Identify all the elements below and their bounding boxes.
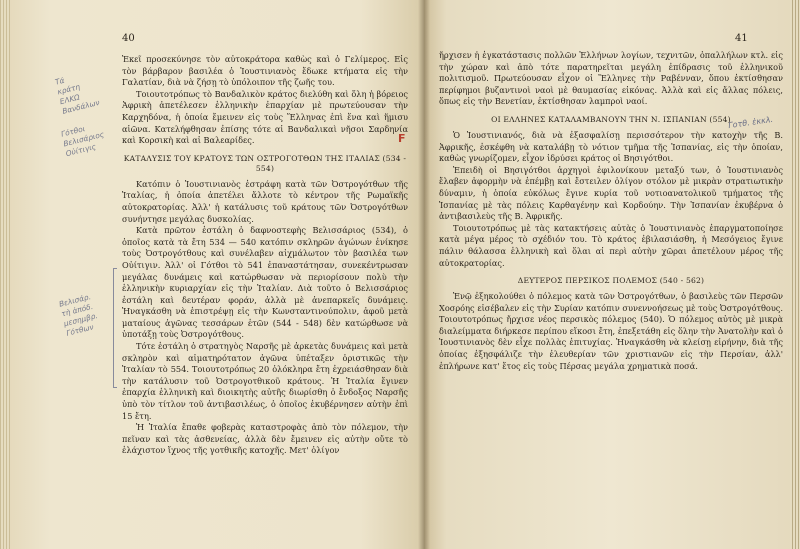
paragraph: Κατόπιν ὁ Ἰουστινιανὸς ἐστράφη κατὰ τῶν Ὀστρογότθων τῆς Ἰταλίας, ἡ ὁποία ἀπετέλει ἄλλοτε τὸ κέντρον τῆς Ρωμαϊκῆς αὐτοκρατορίας. Ἀλλ' ἡ κατάλυσις τοῦ κράτους τῶν Ὀστρογότθων συνήντησε μεγάλας δυσκολίας. — [122, 178, 408, 224]
paragraph: Τοιουτοτρόπως μὲ τὰς κατακτήσεις αὐτὰς ὁ Ἰουστινιανὸς ἐπαργματοποίησε κατὰ μέγα μέρος τὸ σχέδιόν του. Τὸ κράτος ἐβιλασιάσθη, ἡ Μεσόγειος ἔγινε πάλιν θάλασσα ἑλληνικὴ καὶ ὅλαι αἱ περὶ αὐτὴν χῶραι ἀπετέλουν μέρος τῆς αὐτοκρατορίας. — [439, 222, 783, 268]
paragraph: Κατὰ πρῶτον ἐστάλη ὁ δαφνοστεφὴς Βελισσάριος (534), ὁ ὁποῖος κατὰ τὰ ἔτη 534 — 540 κατόπιν σκληρῶν ἀγώνων ἐνίκησε τοὺς Ὀστρογότθους καὶ συνέλαβεν αἰχμάλωτον τὸν βασιλέα των Οὐίτιγιν. Ἀλλ' οἱ Γότθοι τὸ 541 ἐπαναστάτησαν, συνεκέντρωσαν μεγάλας δυνάμεις καὶ κατώρθωσαν νὰ περιορίσουν πολὺ τὴν ἑλληνικὴν κυριαρχίαν εἰς τὴν Ἰταλίαν. Διὰ τοῦτο ὁ Βελισσάριος ἐστάλη καὶ δευτέραν φοράν, ἀλλὰ μὲ ἀνεπαρκεῖς δυνάμεις. Ἠναγκάσθη νὰ ἐπιστρέψῃ εἰς τὴν Κωνσταντινούπολιν, ἀφοῦ μετὰ ματαίους ἀγῶνας τεσσάρων ἐτῶν (544 - 548) δὲν κατώρθωσε νὰ ὑποτάξῃ τοὺς Ὀστρογότθους. — [122, 225, 408, 340]
section-heading: ΟΙ ΕΛΛΗΝΕΣ ΚΑΤΑΛΑΜΒΑΝΟΥΝ ΤΗΝ Ν. ΙΣΠΑΝΙΑΝ (554) — [491, 114, 731, 124]
handwritten-annotation: Γοτθ. ἐκκλ. — [727, 114, 774, 131]
paragraph: Ἐκεῖ προσεκύνησε τὸν αὐτοκράτορα καθὼς καὶ ὁ Γελίμερος. Εἰς τὸν βάρβαρον βασιλέα ὁ Ἰουστινιανὸς ἔδωκε κτήματα εἰς τὴν Γαλατίαν, διὰ νὰ ζήσῃ τὸ ὑπόλοιπον τῆς ζωῆς του. — [122, 54, 408, 88]
page-number-right: 41 — [735, 33, 748, 44]
page-number-left: 40 — [122, 33, 135, 44]
handwritten-margin-note: Βελισάρ. τὴ ἀπόδ. μεσημβρ. Γότθων — [58, 292, 99, 338]
paragraph: Ἐνῷ ἐξηκολούθει ὁ πόλεμος κατὰ τῶν Ὀστρογότθων, ὁ βασιλεὺς τῶν Περσῶν Χοσρόης εἰσέβαλεν εἰς τὴν Συρίαν κατόπιν συνεννοήσεως μὲ τοὺς Ὀστρογότθους. Τοιουτοτρόπως ἤρχισε νέος περσικὸς πόλεμος (540). Ὁ πόλεμος αὐτὸς μὲ μικρὰ διαλείμματα διήρκεσε περίπου εἴκοσι ἔτη, ἐπεξετάθη εἰς ὅλην τὴν Ἀνατολὴν καὶ ὁ Ἰουστινιανὸς δὲν εἶχε πολλὰς ἐπιτυχίας. Ἠναγκάσθη νὰ κλείσῃ εἰρήνην, διὰ τῆς ὁποίας ἐξησφάλιζε τὴν ἐλευθερίαν τῶν χριστιανῶν εἰς τὴν Περσίαν, ἀλλ' ἐπλήρωνε κατ' ἔτος εἰς τοὺς Πέρσας μεγάλα χρηματικὰ ποσά. — [439, 291, 783, 371]
paragraph: Ὁ Ἰουστινιανός, διὰ νὰ ἐξασφαλίσῃ περισσότερον τὴν κατοχὴν τῆς Β. Ἀφρικῆς, ἐσκέφθη νὰ καταλάβῃ τὸ νότιον τμῆμα τῆς Ἰσπανίας, εἰς τὴν ὁποίαν, καθὼς γνωρίζομεν, εἶχον ἱδρύσει κράτος οἱ Βησιγότθοι. — [439, 129, 783, 164]
right-page — [424, 0, 800, 549]
left-page-text — [122, 54, 408, 457]
paragraph: ἤρχισεν ἡ ἐγκατάστασις πολλῶν Ἑλλήνων λογίων, τεχνιτῶν, ὁπαλλήλων κτλ. εἰς τὴν χώραν καὶ ἀπὸ τότε παρατηρεῖται μεγάλη ἐπίδρασις τοῦ ἑλληνικοῦ πολιτισμοῦ. Πρωτεύουσαν εἶχον οἱ Ἕλληνες τὴν Ραβένναν, ὅπου ἐκτίσθησαν περίφημοι βυζαντινοὶ ναοὶ μὲ θαυμασίας εἰκόνας. Ἀλλὰ καὶ εἰς ἄλλας πόλεις, ὅπως εἰς τὴν Βενετίαν, ἐκτίσθησαν λαμπροὶ ναοί. — [439, 50, 783, 107]
paragraph: Ἐπειδὴ οἱ Βησιγότθοι ἀρχηγοὶ ἐφιλονίκουν μεταξύ των, ὁ Ἰουστινιανὸς ἔλαβεν ἀφορμὴν νὰ ἐπέμβῃ καὶ ἔστειλεν ὀλίγον στόλον μὲ μικρὰν στρατιωτικὴν δύναμιν, ἡ ὁποία εὐκόλως ἔγινε κυρία τοῦ νοτιοανατολικοῦ τμήματος τῆς Ἰσπανίας μὲ τὰς πόλεις Καρθαγένην καὶ Κορδούην. Τὴν Ἰσπανίαν ἐκυβέρνα ὁ ἀντιβασιλεὺς τῆς Β. Ἀφρικῆς. — [439, 164, 783, 222]
handwritten-margin-note: Γότθοι Βελισάριος Οὐίτιγις — [60, 124, 105, 159]
pencil-bracket-mark — [113, 268, 117, 388]
paragraph: Τοιουτοτρόπως τὸ Βανδαλικὸν κράτος διελύθη καὶ ὅλη ἡ βόρειος Ἀφρικὴ ἀπετέλεσεν ἑλληνικὴν ἐπαρχίαν μὲ πρωτεύουσαν τὴν Καρχηδόνα, ἡ ὁποία ἔμεινεν εἰς τοὺς Ἕλληνας ἐπὶ ἕνα καὶ ἥμισυ αἰῶνα. Κατελήφθησαν ἐπίσης τότε αἱ Βανδαλικαὶ νῆσοι Σαρδηνία καὶ Κορσικὴ καὶ αἱ Βαλεαρίδες. — [122, 88, 408, 146]
paragraph: Τότε ἐστάλη ὁ στρατηγὸς Ναρσῆς μὲ ἀρκετὰς δυνάμεις καὶ μετὰ σκληρὸν καὶ αἱματηρότατον ἀγῶνα ὑπέταξεν ὁριστικῶς τὴν Ἰταλίαν τὸ 554. Τοιουτοτρόπως 20 ὁλόκληρα ἔτη ἐχρειάσθησαν διὰ τὴν κατάλυσιν τοῦ Ὀστρογοτθικοῦ κράτους. Ἡ Ἰταλία ἔγινεν ἐπαρχία ἑλληνικὴ καὶ διοικητὴς αὐτῆς διωρίσθη ὁ ἔνδοξος Ναρσῆς ὑπὸ τὸν τίτλον τοῦ ἀντιβασιλέως, ὁ ὁποῖος ἐκυβέρνησεν αὐτὴν ἐπὶ 15 ἔτη. — [122, 341, 408, 421]
page-edge-left — [0, 0, 10, 549]
section-heading: ΚΑΤΑΛΥΣΙΣ ΤΟΥ ΚΡΑΤΟΥΣ ΤΩΝ ΟΣΤΡΟΓΟΤΘΩΝ ΤΗΣ ΙΤΑΛΙΑΣ (534 - 554) — [123, 153, 407, 173]
paragraph: Ἡ Ἰταλία ἔπαθε φοβερὰς καταστροφὰς ἀπὸ τὸν πόλεμον, τὴν πεῖναν καὶ τὰς ἀσθενείας, ἀλλὰ δὲν ἔμεινεν εἰς αὐτὴν οὔτε τὸ ἐλάχιστον ἴχνος τῆς γοτθικῆς κατοχῆς. Μετ' ὀλίγον — [122, 422, 408, 456]
handwritten-margin-note: Τά κράτη ΕΛΚΩ Βανδάλων — [54, 75, 101, 116]
section-heading: ΔΕΥΤΕΡΟΣ ΠΕΡΣΙΚΟΣ ΠΟΛΕΜΟΣ (540 - 562) — [517, 276, 705, 286]
red-pencil-mark: F — [398, 132, 406, 145]
page-edge-right — [790, 0, 800, 549]
book-gutter — [418, 0, 430, 549]
right-page-text — [439, 50, 783, 372]
